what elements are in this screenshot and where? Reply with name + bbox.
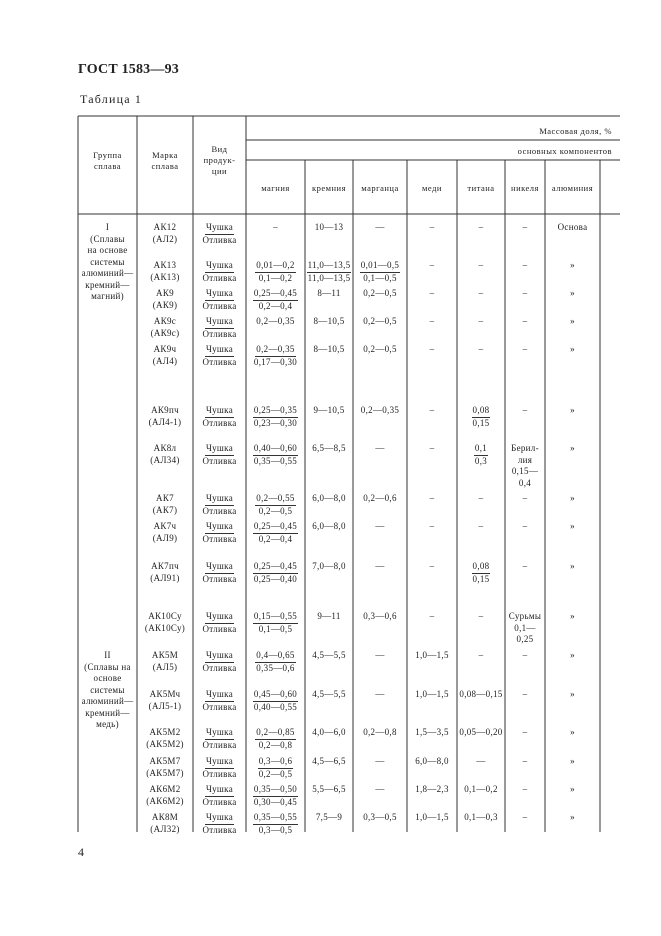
product-1 xyxy=(193,260,246,284)
header-col-1: кремния xyxy=(311,183,347,193)
cell-si-8: 6,0—8,0 xyxy=(312,521,346,531)
product-9-ingot: Чушка xyxy=(205,561,234,574)
cell-al-16: » xyxy=(570,812,575,822)
cell-mg-15-ingot: 0,35—0,50 xyxy=(253,784,298,797)
cell-mg-9-ingot: 0,25—0,45 xyxy=(253,561,298,574)
cell-si-16: 7,5—9 xyxy=(315,812,343,822)
cell-mg-14-ingot: 0,3—0,6 xyxy=(258,756,294,769)
product-13 xyxy=(193,727,246,751)
cell-mg-5-casting: 0,23—0,30 xyxy=(253,417,298,428)
cell-al-11: » xyxy=(570,650,575,660)
cell-mg-10 xyxy=(246,611,305,635)
cell-ti-0: – xyxy=(478,222,484,232)
cell-ni-12: – xyxy=(522,689,528,699)
grade-16: АК8М (АЛ32) xyxy=(150,812,180,834)
cell-si-5: 9—10,5 xyxy=(313,405,345,415)
cell-cu-11: 1,0—1,5 xyxy=(415,650,449,660)
grade-6: АК8л (АЛ34) xyxy=(150,443,180,465)
product-7-casting: Отливка xyxy=(202,505,237,516)
cell-ti-2: – xyxy=(478,288,484,298)
product-11-casting: Отливка xyxy=(202,662,237,673)
cell-mg-11-ingot: 0,4—0,65 xyxy=(255,650,295,663)
product-16-casting: Отливка xyxy=(202,824,237,835)
cell-al-8: » xyxy=(570,521,575,531)
cell-ti-12: 0,08—0,15 xyxy=(459,689,503,699)
product-14-ingot: Чушка xyxy=(205,756,234,769)
cell-al-7: » xyxy=(570,493,575,503)
product-11 xyxy=(193,650,246,674)
cell-mn-14: — xyxy=(375,756,385,766)
product-6-ingot: Чушка xyxy=(205,443,234,456)
header-main-components: основных компонентов xyxy=(517,146,612,156)
cell-ti-9-ingot: 0,08 xyxy=(472,561,491,574)
cell-mn-7: 0,2—0,6 xyxy=(363,493,397,503)
cell-mg-7-casting: 0,2—0,5 xyxy=(258,505,293,516)
cell-si-1-casting: 11,0—13,5 xyxy=(307,272,351,283)
grade-7: АК7 (АК7) xyxy=(152,493,178,515)
product-6-casting: Отливка xyxy=(202,455,237,466)
product-9 xyxy=(193,561,246,585)
cell-mg-9-casting: 0,25—0,40 xyxy=(253,573,298,584)
cell-si-9: 7,0—8,0 xyxy=(312,561,346,571)
cell-ni-1: – xyxy=(522,260,528,270)
cell-ni-10: Сурьмы 0,1— 0,25 xyxy=(508,611,542,644)
cell-mg-10-ingot: 0,15—0,55 xyxy=(253,611,298,624)
grade-2: АК9 (АК9) xyxy=(152,288,178,310)
grade-4: АК9ч (АЛ4) xyxy=(152,344,178,366)
cell-si-7: 6,0—8,0 xyxy=(312,493,346,503)
cell-ti-6-casting: 0,3 xyxy=(474,455,488,466)
cell-ti-3: – xyxy=(478,316,484,326)
group-1-label: I (Сплавы на основе системы алюминий— кремний— магний) xyxy=(81,222,134,301)
grade-11: АК5М (АЛ5) xyxy=(151,650,179,672)
product-8 xyxy=(193,521,246,545)
cell-mg-2-ingot: 0,25—0,45 xyxy=(253,288,298,301)
cell-cu-16: 1,0—1,5 xyxy=(415,812,449,822)
cell-mn-12: — xyxy=(375,689,385,699)
cell-cu-13: 1,5—3,5 xyxy=(415,727,449,737)
cell-cu-6: – xyxy=(429,443,435,453)
product-13-casting: Отливка xyxy=(202,739,237,750)
cell-mg-5 xyxy=(246,405,305,429)
product-10-ingot: Чушка xyxy=(205,611,234,624)
cell-ti-9-casting: 0,15 xyxy=(472,573,490,584)
cell-ni-9: – xyxy=(522,561,528,571)
cell-cu-0: – xyxy=(429,222,435,232)
product-7 xyxy=(193,493,246,517)
cell-ti-10: – xyxy=(478,611,484,621)
cell-mn-13: 0,2—0,8 xyxy=(363,727,397,737)
cell-ti-5-casting: 0,15 xyxy=(472,417,490,428)
cell-mg-11 xyxy=(246,650,305,674)
cell-mn-8: — xyxy=(375,521,385,531)
cell-cu-4: – xyxy=(429,344,435,354)
cell-mn-1-ingot: 0,01—0,5 xyxy=(360,260,400,273)
cell-mg-6 xyxy=(246,443,305,467)
cell-mg-14-casting: 0,2—0,5 xyxy=(258,768,293,779)
product-15-casting: Отливка xyxy=(202,796,237,807)
product-1-ingot: Чушка xyxy=(205,260,234,273)
cell-mg-8-casting: 0,2—0,4 xyxy=(258,533,293,544)
cell-ti-8: – xyxy=(478,521,484,531)
cell-mg-3: 0,2—0,35 xyxy=(256,316,295,326)
cell-mg-16 xyxy=(246,812,305,836)
header-col-4: титана xyxy=(467,183,495,193)
cell-mn-10: 0,3—0,6 xyxy=(363,611,397,621)
cell-mn-9: — xyxy=(375,561,385,571)
cell-cu-10: – xyxy=(429,611,435,621)
cell-al-2: » xyxy=(570,288,575,298)
cell-ni-5: – xyxy=(522,405,528,415)
product-7-ingot: Чушка xyxy=(205,493,234,506)
grade-14: АК5М7 (АК5М7) xyxy=(146,756,184,778)
cell-si-11: 4,5—5,5 xyxy=(312,650,346,660)
product-3 xyxy=(193,316,246,340)
cell-si-4: 8—10,5 xyxy=(313,344,345,354)
grade-5: АК9пч (АЛ4-1) xyxy=(148,405,182,427)
cell-mn-1-casting: 0,1—0,5 xyxy=(363,272,397,283)
cell-mg-6-casting: 0,35—0,55 xyxy=(253,455,298,466)
grade-8: АК7ч (АЛ9) xyxy=(152,521,178,543)
grade-1: АК13 (АК13) xyxy=(150,260,180,282)
cell-cu-7: – xyxy=(429,493,435,503)
header-product: Вид продук- ции xyxy=(203,144,236,176)
cell-ti-6-ingot: 0,1 xyxy=(474,443,488,456)
cell-al-12: » xyxy=(570,689,575,699)
document-title: ГОСТ 1583—93 xyxy=(78,62,179,77)
product-2-ingot: Чушка xyxy=(205,288,234,301)
cell-al-10: » xyxy=(570,611,575,621)
cell-mg-15 xyxy=(246,784,305,808)
cell-mg-10-casting: 0,1—0,5 xyxy=(258,623,293,634)
product-9-casting: Отливка xyxy=(202,573,237,584)
cell-ti-16: 0,1—0,3 xyxy=(464,812,498,822)
product-8-ingot: Чушка xyxy=(205,521,234,534)
cell-ni-13: – xyxy=(522,727,528,737)
cell-cu-1: – xyxy=(429,260,435,270)
cell-mg-9 xyxy=(246,561,305,585)
cell-ti-13: 0,05—0,20 xyxy=(459,727,503,737)
cell-si-14: 4,5—6,5 xyxy=(312,756,346,766)
cell-ti-15: 0,1—0,2 xyxy=(464,784,498,794)
cell-ti-6 xyxy=(457,443,505,467)
cell-mn-3: 0,2—0,5 xyxy=(363,316,397,326)
header-grade: Марка сплава xyxy=(151,150,179,171)
cell-mg-12-ingot: 0,45—0,60 xyxy=(253,689,298,702)
product-3-casting: Отливка xyxy=(202,328,237,339)
product-0-ingot: Чушка xyxy=(205,222,234,235)
product-12-casting: Отливка xyxy=(202,701,237,712)
page-number: 4 xyxy=(78,845,84,859)
cell-cu-12: 1,0—1,5 xyxy=(415,689,449,699)
cell-mg-0: – xyxy=(273,222,278,232)
group-2-label: II (Сплавы на основе системы алюминий— кремний— медь) xyxy=(81,650,134,729)
cell-mg-2 xyxy=(246,288,305,312)
cell-cu-15: 1,8—2,3 xyxy=(415,784,449,794)
grade-12: АК5Мч (АЛ5-1) xyxy=(148,689,182,711)
cell-si-15: 5,5—6,5 xyxy=(312,784,346,794)
header-col-0: магния xyxy=(261,183,290,193)
cell-cu-2: – xyxy=(429,288,435,298)
product-14-casting: Отливка xyxy=(202,768,237,779)
cell-mg-1-ingot: 0,01—0,2 xyxy=(255,260,295,273)
product-5-casting: Отливка xyxy=(202,417,237,428)
cell-al-9: » xyxy=(570,561,575,571)
grade-9: АК7пч (АЛ91) xyxy=(150,561,180,583)
cell-ti-4: – xyxy=(478,344,484,354)
cell-mg-8-ingot: 0,25—0,45 xyxy=(253,521,298,534)
cell-ni-8: – xyxy=(522,521,528,531)
product-6 xyxy=(193,443,246,467)
cell-al-3: » xyxy=(570,316,575,326)
product-2 xyxy=(193,288,246,312)
product-10-casting: Отливка xyxy=(202,623,237,634)
cell-ti-11: – xyxy=(478,650,484,660)
cell-ni-7: – xyxy=(522,493,528,503)
cell-al-0: Основа xyxy=(557,222,588,232)
cell-al-6: » xyxy=(570,443,575,453)
product-4 xyxy=(193,344,246,368)
grade-3: АК9с (АК9с) xyxy=(150,316,180,338)
product-3-ingot: Чушка xyxy=(205,316,234,329)
header-col-3: меди xyxy=(422,183,442,193)
cell-mn-15: — xyxy=(375,784,385,794)
product-14 xyxy=(193,756,246,780)
cell-mg-13-casting: 0,2—0,8 xyxy=(258,739,293,750)
header-col-5: никеля xyxy=(511,183,539,193)
cell-mn-5: 0,2—0,35 xyxy=(360,405,400,415)
cell-mn-0: — xyxy=(375,222,385,232)
cell-mn-6: — xyxy=(375,443,385,453)
product-4-ingot: Чушка xyxy=(205,344,234,357)
product-2-casting: Отливка xyxy=(202,300,237,311)
cell-ti-1: – xyxy=(478,260,484,270)
cell-si-0: 10—13 xyxy=(314,222,344,232)
cell-cu-8: – xyxy=(429,521,435,531)
cell-si-6: 6,5—8,5 xyxy=(312,443,346,453)
grade-0: АК12 (АЛ2) xyxy=(152,222,178,244)
product-15-ingot: Чушка xyxy=(205,784,234,797)
cell-mg-12-casting: 0,40—0,55 xyxy=(253,701,298,712)
cell-mg-12 xyxy=(246,689,305,713)
header-group: Группа сплава xyxy=(93,150,122,171)
cell-ti-7: – xyxy=(478,493,484,503)
cell-mg-5-ingot: 0,25—0,35 xyxy=(253,405,298,418)
header-mass-fraction: Массовая доля, % xyxy=(539,126,612,136)
product-5-ingot: Чушка xyxy=(205,405,234,418)
cell-si-12: 4,5—5,5 xyxy=(312,689,346,699)
product-11-ingot: Чушка xyxy=(205,650,234,663)
cell-ni-14: – xyxy=(522,756,528,766)
header-col-6: алюминия xyxy=(551,183,594,193)
cell-cu-3: – xyxy=(429,316,435,326)
product-0 xyxy=(193,222,246,246)
cell-mg-11-casting: 0,35—0,6 xyxy=(256,662,295,673)
cell-al-13: » xyxy=(570,727,575,737)
cell-mg-13-ingot: 0,2—0,85 xyxy=(255,727,295,740)
cell-mg-6-ingot: 0,40—0,60 xyxy=(253,443,298,456)
cell-ti-5-ingot: 0,08 xyxy=(472,405,491,418)
cell-mg-1 xyxy=(246,260,305,284)
cell-mg-8 xyxy=(246,521,305,545)
header-col-2: марганца xyxy=(361,183,399,193)
cell-mg-16-ingot: 0,35—0,55 xyxy=(253,812,298,825)
cell-mg-13 xyxy=(246,727,305,751)
cell-ni-0: – xyxy=(522,222,528,232)
cell-ni-6: Берил- лия 0,15— 0,4 xyxy=(511,443,539,488)
product-13-ingot: Чушка xyxy=(205,727,234,740)
cell-si-1 xyxy=(305,260,353,284)
product-5 xyxy=(193,405,246,429)
cell-al-14: » xyxy=(570,756,575,766)
cell-cu-14: 6,0—8,0 xyxy=(415,756,449,766)
product-1-casting: Отливка xyxy=(202,272,237,283)
cell-ni-15: – xyxy=(522,784,528,794)
cell-ti-9 xyxy=(457,561,505,585)
cell-si-2: 8—11 xyxy=(317,288,341,298)
cell-mg-2-casting: 0,2—0,4 xyxy=(258,300,293,311)
product-8-casting: Отливка xyxy=(202,533,237,544)
cell-cu-5: – xyxy=(429,405,435,415)
cell-al-5: » xyxy=(570,405,575,415)
cell-cu-9: – xyxy=(429,561,435,571)
cell-ni-11: – xyxy=(522,650,528,660)
grade-15: АК6М2 (АК6М2) xyxy=(146,784,184,806)
cell-ni-16: – xyxy=(522,812,528,822)
cell-mg-7-ingot: 0,2—0,55 xyxy=(255,493,295,506)
table-caption: Таблица 1 xyxy=(80,92,143,106)
cell-mn-1 xyxy=(353,260,407,284)
cell-mn-11: — xyxy=(375,650,385,660)
cell-mg-4-ingot: 0,2—0,35 xyxy=(255,344,295,357)
cell-mn-4: 0,2—0,5 xyxy=(363,344,397,354)
cell-mg-4-casting: 0,17—0,30 xyxy=(253,356,298,367)
product-12-ingot: Чушка xyxy=(205,689,234,702)
product-15 xyxy=(193,784,246,808)
cell-si-1-ingot: 11,0—13,5 xyxy=(307,260,352,273)
cell-al-15: » xyxy=(570,784,575,794)
product-16 xyxy=(193,812,246,836)
product-4-casting: Отливка xyxy=(202,356,237,367)
cell-si-13: 4,0—6,0 xyxy=(312,727,346,737)
cell-al-1: » xyxy=(570,260,575,270)
grade-10: АК10Су (АК10Су) xyxy=(144,611,186,633)
product-0-casting: Отливка xyxy=(202,234,237,245)
cell-ni-4: – xyxy=(522,344,528,354)
cell-ti-14: — xyxy=(476,756,486,766)
product-12 xyxy=(193,689,246,713)
product-10 xyxy=(193,611,246,635)
cell-mg-14 xyxy=(246,756,305,780)
cell-al-4: » xyxy=(570,344,575,354)
cell-mg-16-casting: 0,3—0,5 xyxy=(258,824,293,835)
cell-ni-3: – xyxy=(522,316,528,326)
cell-mg-7 xyxy=(246,493,305,517)
cell-si-3: 8—10,5 xyxy=(313,316,345,326)
cell-ti-5 xyxy=(457,405,505,429)
cell-si-10: 9—11 xyxy=(317,611,341,621)
product-16-ingot: Чушка xyxy=(205,812,234,825)
cell-mg-4 xyxy=(246,344,305,368)
cell-ni-2: – xyxy=(522,288,528,298)
grade-13: АК5М2 (АК5М2) xyxy=(146,727,184,749)
cell-mg-1-casting: 0,1—0,2 xyxy=(258,272,293,283)
cell-mn-2: 0,2—0,5 xyxy=(363,288,397,298)
cell-mn-16: 0,3—0,5 xyxy=(363,812,397,822)
cell-mg-15-casting: 0,30—0,45 xyxy=(253,796,298,807)
